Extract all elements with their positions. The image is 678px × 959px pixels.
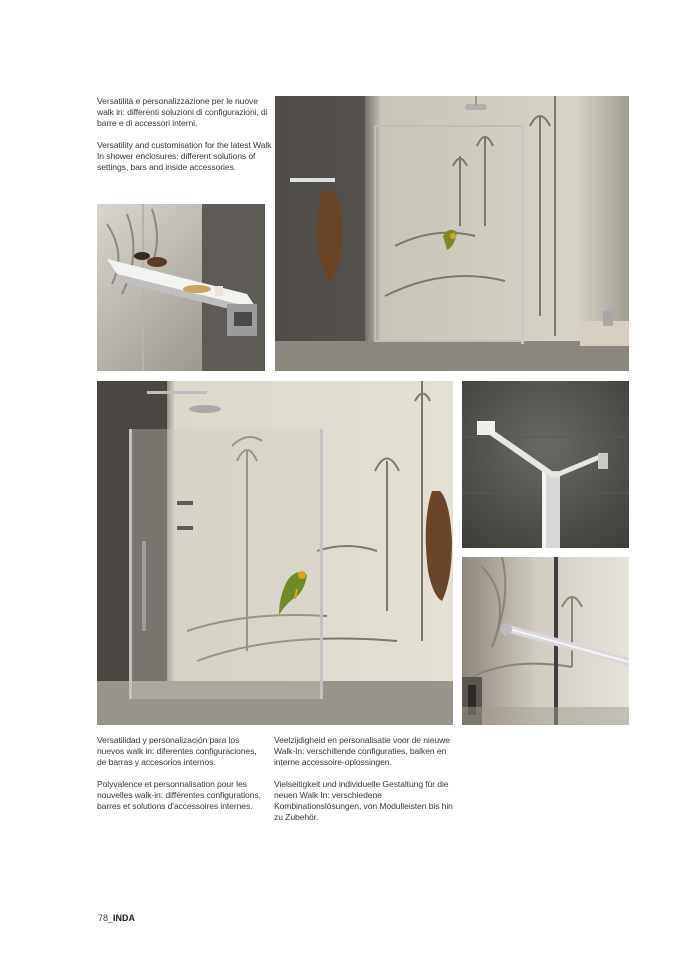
photo-shower-large [275,96,629,371]
text-french: Polyvalence et personnalisation pour les nouvelles walk-in: différentes configurations, barres et solutions d'accessoires internes. [97,778,261,812]
top-text-block [97,96,273,183]
text-english: Versatility and customisation for the latest Walk In shower enclosures: different solutions of settings, bars and inside accessories. [97,139,272,173]
page-footer [98,913,135,923]
photo-bar-bracket [462,381,629,548]
bottom-right-text-block [274,735,454,833]
brand-name: INDA [113,913,136,923]
page-number: 78_ [98,913,114,923]
photo-walkin-parrot [97,381,453,725]
text-dutch: Veelzijdigheid en personalisatie voor de nieuwe Walk-In: verschillende configuraties, balken en interne accessoire-oplossingen. [274,735,450,768]
bottom-left-text-block [97,735,265,822]
photo-glass-bar [462,557,629,725]
text-italian: Versatilità e personalizzazione per le nuove walk in: differenti soluzioni di configurazioni, di barre e di accessori interni. [97,96,268,129]
text-spanish: Versatilidad y personalización para los nuevos walk in: diferentes configuraciones, de barras y accesorios internos. [97,735,257,768]
photo-shelf-accessory [97,204,265,371]
text-german: Vielseitigkeit und individuelle Gestaltung für die neuen Walk In: verschiedene Kombinationslösungen, von Modulleisten bis hin zu Zubehör. [274,778,453,823]
